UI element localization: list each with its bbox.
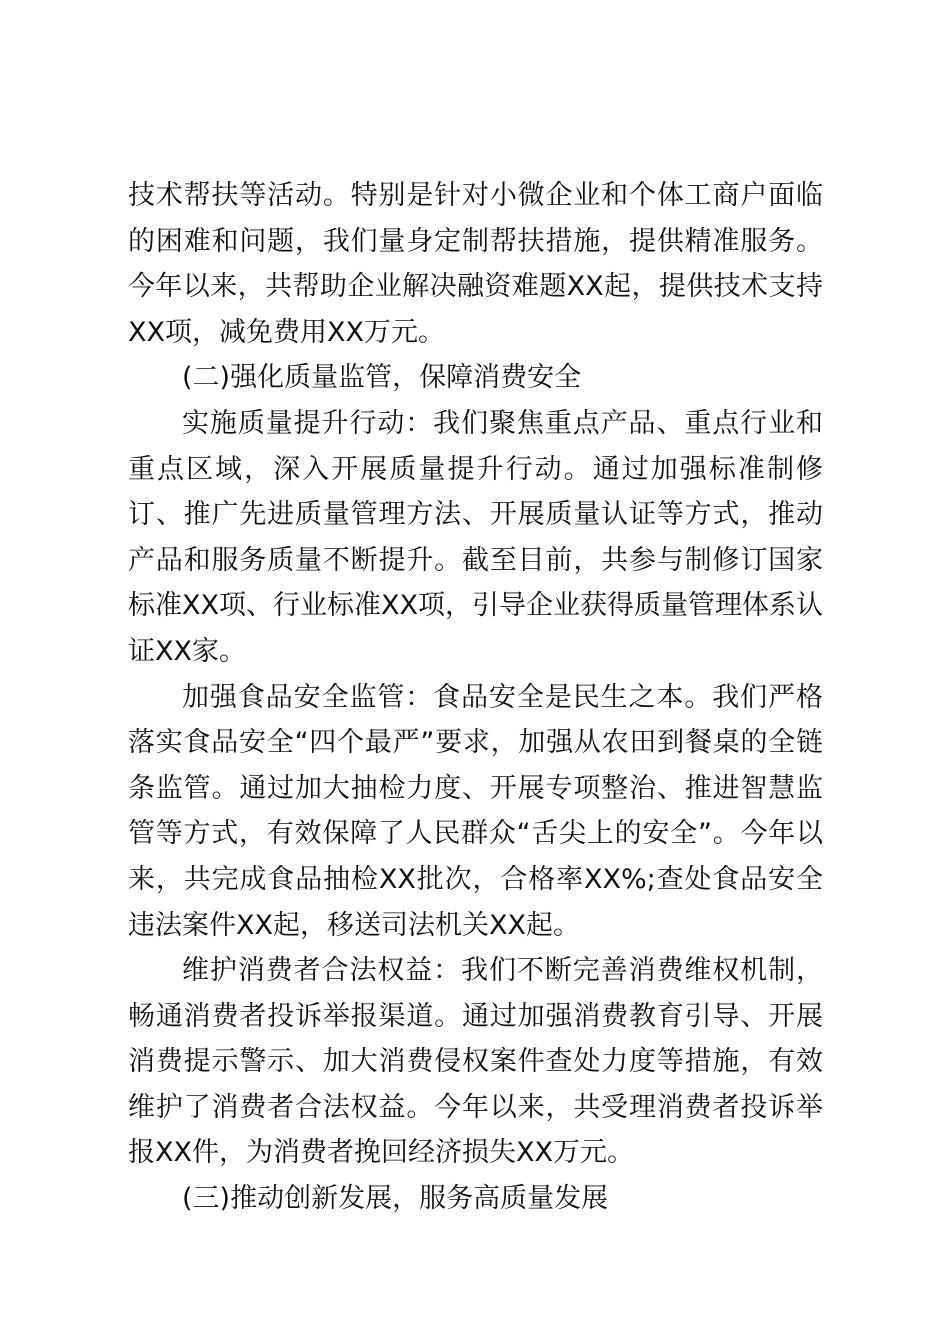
section-heading-2: (二)强化质量监管，保障消费安全 — [182, 362, 582, 394]
document-body — [128, 173, 823, 1222]
paragraph-consumer-rights: 维护消费者合法权益：我们不断完善消费维权机制，畅通消费者投诉举报渠道。通过加强消费教育引导、开展消费提示警示、加大消费侵权案件查处力度等措施，有效维护了消费者合法权益。今年以来，共受理消费者投诉举报XX件，为消费者挽回经济损失XX万元。 — [128, 955, 823, 1169]
paragraph-quality-improvement: 实施质量提升行动：我们聚焦重点产品、重点行业和重点区域，深入开展质量提升行动。通过加强标准制修订、推广先进质量管理方法、开展质量认证等方式，推动产品和服务质量不断提升。截至目前，共参与制修订国家标准XX项、行业标准XX项，引导企业获得质量管理体系认证XX家。 — [128, 407, 823, 667]
paragraph-continuation: 技术帮扶等活动。特别是针对小微企业和个体工商户面临的困难和问题，我们量身定制帮扶措施，提供精准服务。今年以来，共帮助企业解决融资难题XX起，提供技术支持XX项，减免费用XX万元。 — [128, 180, 823, 348]
paragraph-food-safety: 加强食品安全监管：食品安全是民生之本。我们严格落实食品安全“四个最严”要求，加强从农田到餐桌的全链条监管。通过加大抽检力度、开展专项整治、推进智慧监管等方式，有效保障了人民群众“舌尖上的安全”。今年以来，共完成食品抽检XX批次，合格率XX%;查处食品安全违法案件XX起，移送司法机关XX起。 — [128, 681, 823, 941]
section-heading-3: (三)推动创新发展，服务高质量发展 — [182, 1183, 609, 1215]
